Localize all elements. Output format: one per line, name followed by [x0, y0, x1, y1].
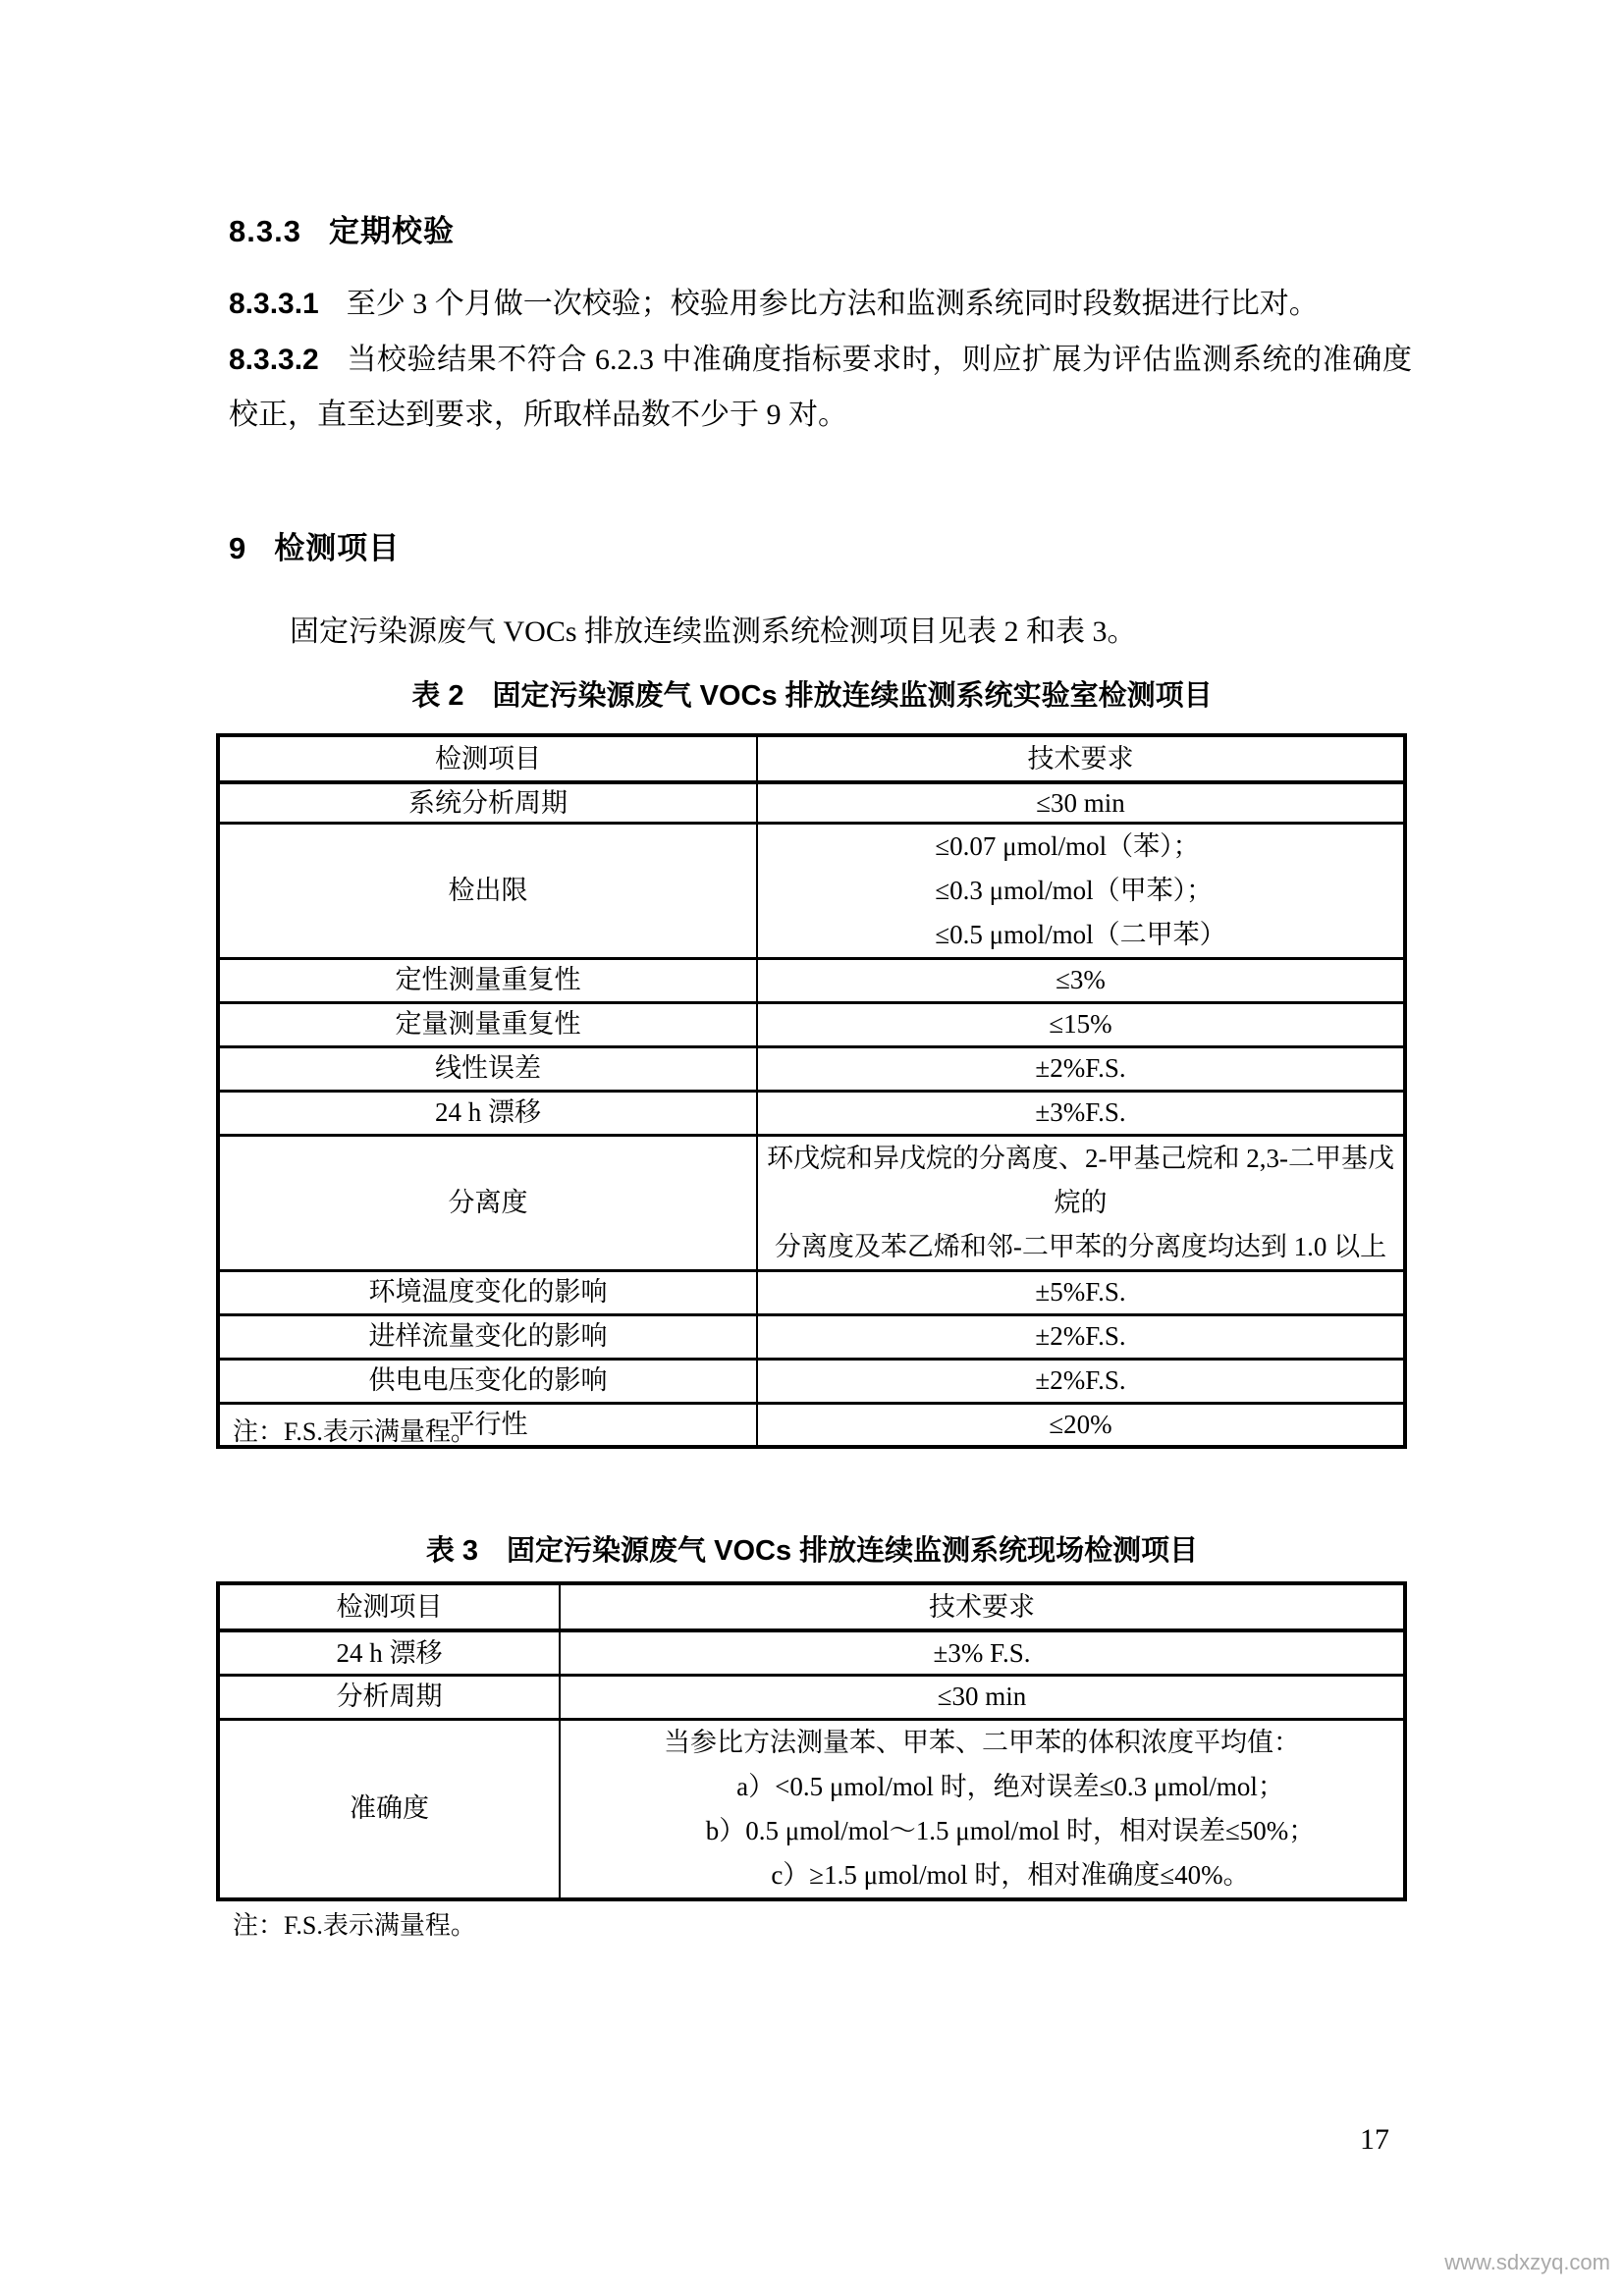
value-line: ≤0.3 μmol/mol（甲苯）； — [935, 875, 1214, 905]
item-cell: 线性误差 — [218, 1046, 757, 1091]
item-cell: 环境温度变化的影响 — [218, 1270, 757, 1314]
table-row — [218, 1135, 1405, 1270]
value-line: 环戊烷和异戊烷的分离度、2-甲基己烷和 2,3-二甲基戊烷的 — [767, 1143, 1394, 1217]
table-row — [218, 1046, 1405, 1091]
table-row — [218, 1002, 1405, 1046]
table-row — [218, 1719, 1405, 1899]
table-header-row — [218, 1583, 1405, 1630]
table-3-caption: 表 3 固定污染源废气 VOCs 排放连续监测系统现场检测项目 — [425, 1535, 1199, 1567]
value-cell: ±3%F.S. — [757, 1091, 1405, 1135]
table-row — [218, 958, 1405, 1002]
value-cell: ±2%F.S. — [757, 1359, 1405, 1403]
value-line: b）0.5 μmol/mol～1.5 μmol/mol 时，相对误差≤50%； — [705, 1815, 1316, 1845]
column-header-item: 检测项目 — [218, 1583, 560, 1630]
value-lines — [758, 1137, 1403, 1269]
value-line: ≤0.07 μmol/mol（苯）； — [935, 830, 1200, 861]
value-line: c）≥1.5 μmol/mol 时，相对准确度≤40%。 — [771, 1859, 1250, 1890]
clause-8-3-3-1-paragraph — [229, 277, 1412, 332]
value-cell — [560, 1719, 1405, 1899]
table-header-row — [218, 735, 1405, 782]
field-test-table — [216, 1581, 1407, 1901]
watermark: www.sdxzyq.com — [1444, 2250, 1610, 2274]
table-row — [218, 782, 1405, 823]
item-cell: 供电电压变化的影响 — [218, 1359, 757, 1403]
column-header-item: 检测项目 — [218, 735, 757, 782]
table-row — [218, 823, 1405, 958]
section-9-heading — [229, 523, 400, 567]
section-number: 9 — [229, 531, 247, 565]
table-row — [218, 1630, 1405, 1675]
item-cell: 系统分析周期 — [218, 782, 757, 823]
value-line: 当参比方法测量苯、甲苯、二甲苯的体积浓度平均值： — [664, 1727, 1300, 1757]
table-2-note: 注：F.S.表示满量程。 — [233, 1417, 476, 1446]
item-cell: 检出限 — [218, 823, 757, 958]
table-row — [218, 1359, 1405, 1403]
section-title: 检测项目 — [274, 531, 401, 565]
table-2-caption: 表 2 固定污染源废气 VOCs 排放连续监测系统实验室检测项目 — [411, 680, 1213, 712]
value-cell: ±5%F.S. — [757, 1270, 1405, 1314]
item-cell: 进样流量变化的影响 — [218, 1314, 757, 1359]
item-cell: 分析周期 — [218, 1675, 560, 1719]
lab-test-table — [216, 733, 1407, 1449]
value-line: a）<0.5 μmol/mol 时，绝对误差≤0.3 μmol/mol； — [736, 1771, 1284, 1801]
table-row — [218, 1314, 1405, 1359]
clause-text: 至少 3 个月做一次校验；校验用参比方法和监测系统同时段数据进行比对。 — [346, 288, 1319, 320]
clause-text: 当校验结果不符合 6.2.3 中准确度指标要求时，则应扩展为评估监测系统的准确度校正，直至达到要求，所取样品数不少于 9 对。 — [229, 344, 1412, 431]
column-header-requirement: 技术要求 — [757, 735, 1405, 782]
value-cell — [757, 1135, 1405, 1270]
clause-number: 8.3.3 — [229, 214, 301, 248]
clause-8-3-3-2-paragraph — [229, 333, 1412, 443]
value-cell: ±2%F.S. — [757, 1314, 1405, 1359]
column-header-requirement: 技术要求 — [560, 1583, 1405, 1630]
clause-title: 定期校验 — [328, 214, 455, 248]
value-line: 分离度及苯乙烯和邻-二甲苯的分离度均达到 1.0 以上 — [774, 1231, 1387, 1261]
item-cell: 24 h 漂移 — [218, 1630, 560, 1675]
value-cell: ≤30 min — [560, 1675, 1405, 1719]
page-number: 17 — [1360, 2123, 1389, 2156]
value-cell: ±2%F.S. — [757, 1046, 1405, 1091]
item-cell: 平行性 — [218, 1403, 757, 1447]
item-cell: 定性测量重复性 — [218, 958, 757, 1002]
clause-8-3-3-heading — [229, 206, 455, 250]
item-cell: 定量测量重复性 — [218, 1002, 757, 1046]
table-row — [218, 1675, 1405, 1719]
value-cell: ≤20% — [757, 1403, 1405, 1447]
value-line: ≤0.5 μmol/mol（二甲苯） — [935, 919, 1226, 949]
value-cell: ≤15% — [757, 1002, 1405, 1046]
item-cell: 24 h 漂移 — [218, 1091, 757, 1135]
item-cell: 准确度 — [218, 1719, 560, 1899]
item-cell: 分离度 — [218, 1135, 757, 1270]
value-cell: ≤30 min — [757, 782, 1405, 823]
table-row — [218, 1091, 1405, 1135]
value-cell: ±3% F.S. — [560, 1630, 1405, 1675]
value-lines — [935, 825, 1225, 957]
section-9-intro: 固定污染源废气 VOCs 排放连续监测系统检测项目见表 2 和表 3。 — [290, 615, 1137, 648]
clause-number: 8.3.3.1 — [229, 288, 319, 320]
value-cell — [757, 823, 1405, 958]
table-row — [218, 1270, 1405, 1314]
value-cell: ≤3% — [757, 958, 1405, 1002]
clause-number: 8.3.3.2 — [229, 344, 319, 376]
table-3-note: 注：F.S.表示满量程。 — [233, 1911, 476, 1940]
